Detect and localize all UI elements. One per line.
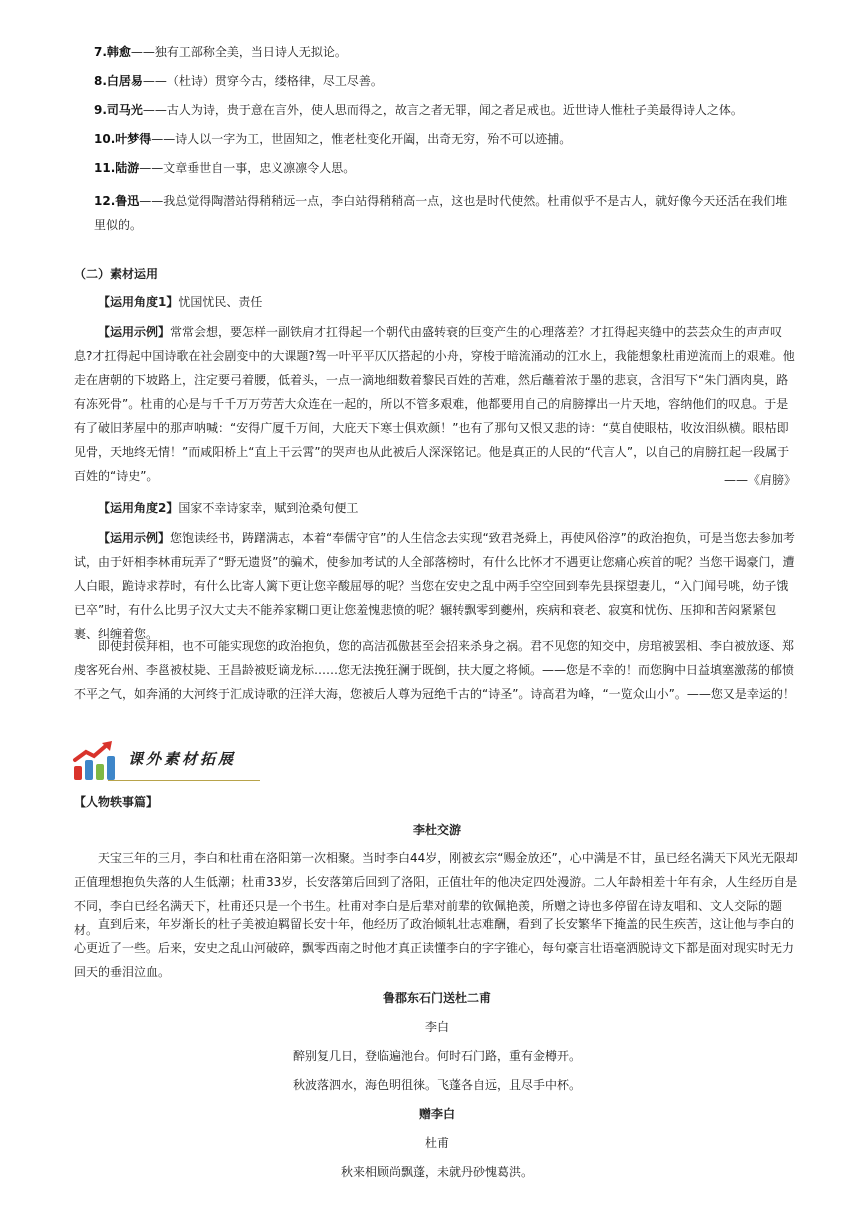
- banner-title: 课外素材拓展: [128, 750, 237, 768]
- banner-underline: [108, 780, 260, 781]
- rising-chart-icon: [72, 740, 122, 784]
- example1-paragraph: 【运用示例】常常会想，要怎样一副铁肩才扛得起一个朝代由盛转衰的巨变产生的心理落差？才扛得起夹缝中的芸芸众生的声声叹息?才扛得起中国诗歌在社会剧变中的大课题?驾一叶平平仄仄搭起的小舟，穿梭于暗流涌动的江水上，我能想象杜甫逆流而上的艰难。他走在唐朝的下坡路上，注定要弓着腰，低着头，一点一滴地细数着黎民百姓的苦难，然后蘸着浓于墨的悲哀，含泪写下“朱门酒肉臭，路有冻死骨”。杜甫的心是与千千万万劳苦大众连在一起的，所以不管多艰难，他都要用自己的肩膀撑出一片天地，容纳他们的叹息。于是有了破旧茅屋中的那声呐喊：“安得广厦千万间，大庇天下寒士俱欢颜！”也有了那句又恨又悲的诗：“莫自使眼枯，收汝泪纵横。眼枯即见骨，天地终无情！”而咸阳桥上“直上干云霄”的哭声也从此被后人深深铭记。他是真正的人民的“代言人”，以自己的肩膀扛起一段属于百姓的“诗史”。: [74, 325, 795, 483]
- poem-title: 鲁郡东石门送杜二甫: [382, 991, 491, 1005]
- example2-paragraph: 【运用示例】您饱读经书，踌躇满志，本着“奉儒守官”的人生信念去实现“致君尧舜上，再使风俗淳”的政治抱负，可是当您去参加考试，由于奸相李林甫玩弄了“野无遗贤”的骗术，使参加考试的人全部落榜时，有什么比怀才不遇更让您痛心疾首的呢？当您干谒豪门，遭人白眼，跪诗求荐时，有什么比寄人篱下更让您辛酸屈辱的呢？当您在安史之乱中两手空空回到奉先县探望妻儿，“入门闻号咷，幼子饿已卒”时，有什么比男子汉大丈夫不能养家糊口更让您羞愧悲愤的呢？辗转飘零到夔州，疾病和衰老、寂寞和忧伤、压抑和苦闷紧紧包裹、纠缠着您。: [74, 531, 795, 641]
- quote-item: 11.陆游——文章垂世自一事，忠义凛凛令人思。: [94, 161, 356, 175]
- poem-title: 赠李白: [418, 1107, 455, 1121]
- category-heading: 【人物轶事篇】: [74, 795, 159, 809]
- article-title: 李杜交游: [412, 823, 461, 837]
- quote-item: 9.司马光——古人为诗，贵于意在言外，使人思而得之，故言之者无罪，闻之者足戒也。近世诗人惟杜子美最得诗人之体。: [94, 103, 743, 117]
- quote-item: 7.韩愈——独有工部称全美，当日诗人无拟论。: [94, 45, 347, 59]
- quote-item: 10.叶梦得——诗人以一字为工，世固知之，惟老杜变化开阖，出奇无穷，殆不可以迹捕。: [94, 132, 572, 146]
- section-heading: （二）素材运用: [74, 267, 159, 281]
- poem-line: 秋波落泗水，海色明徂徕。飞蓬各自远，且尽手中杯。: [292, 1078, 581, 1092]
- angle1: 【运用角度1】忧国忧民、责任: [98, 295, 263, 309]
- poem-1: [74, 990, 800, 1106]
- quote-item: 8.白居易——（杜诗）贯穿今古，缕格律，尽工尽善。: [94, 74, 383, 88]
- angle2: 【运用角度2】国家不幸诗家幸，赋到沧桑句便工: [98, 501, 359, 515]
- quotes-list: [94, 44, 794, 237]
- source-citation: ——《肩膀》: [723, 473, 796, 487]
- quote-item: 12.鲁迅——我总觉得陶潜站得稍稍远一点，李白站得稍稍高一点，这也是时代使然。杜甫似乎不是古人，就好像今天还活在我们堆里似的。: [94, 194, 788, 232]
- poem-author: 杜甫: [424, 1136, 449, 1150]
- poem-author: 李白: [424, 1020, 449, 1034]
- poem-2: [74, 1106, 800, 1193]
- example2-paragraph-2: 即使封侯拜相，也不可能实现您的政治抱负，您的高洁孤傲甚至会招来杀身之祸。君不见您的知交中，房琯被罢相、李白被放逐、郑虔客死台州、李邕被杖毙、王昌龄被贬谪龙标……您无法挽狂澜于既倒，扶大厦之将倾。——您是不幸的！而您胸中日益填塞激荡的郁愤不平之气，如奔涌的大河终于汇成诗歌的汪洋大海，您被后人尊为冠绝千古的“诗圣”。诗高君为峰，“一览众山小”。——您又是幸运的！: [74, 639, 795, 701]
- article-paragraph: 直到后来，年岁渐长的杜子美被迫羁留长安十年，他经历了政治倾轧壮志难酬，看到了长安繁华下掩盖的民生疾苦，这让他与李白的心更近了一些。后来，安史之乱山河破碎，飘零西南之时他才真正读懂李白的字字锥心，每句豪言壮语毫洒脱诗文下都是面对现实时无力回天的垂泪泣血。: [74, 917, 795, 979]
- poem-line: 醉别复几日，登临遍池台。何时石门路，重有金樽开。: [292, 1049, 581, 1063]
- poem-line: 秋来相顾尚飘蓬，未就丹砂愧葛洪。: [340, 1165, 533, 1179]
- article-paragraph: 天宝三年的三月，李白和杜甫在洛阳第一次相聚。当时李白44岁，刚被玄宗“赐金放还”，心中满是不甘，虽已经名满天下风光无限却正值理想抱负失落的人生低潮；杜甫33岁，长安落第后回到了洛阳，正值壮年的他决定四处漫游。二人年龄相差十年有余，人生经历自是不同，李白已经名满天下，杜甫还只是一个书生。杜甫对李白是后辈对前辈的钦佩艳羡，所赠之诗也多停留在诗友唱和、文人交际的题材。: [74, 851, 798, 937]
